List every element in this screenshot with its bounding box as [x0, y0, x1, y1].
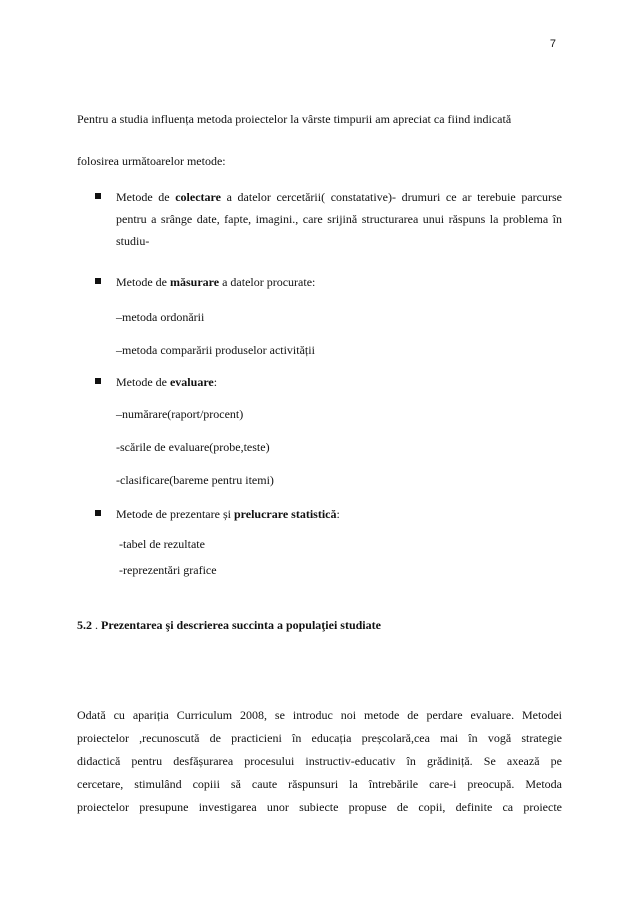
bullet-square-icon	[95, 510, 101, 516]
bullet-text: Metode de evaluare:	[116, 375, 218, 389]
list-item: -reprezentări grafice	[119, 563, 217, 577]
bullet-evaluare	[95, 371, 562, 393]
section-heading: 5.2 . Prezentarea şi descrierea succinta a populaţiei studiate	[77, 618, 381, 632]
bullet-masurare	[95, 271, 562, 293]
bullet-text: Metode de măsurare a datelor procurate:	[116, 275, 316, 289]
page-number: 7	[549, 38, 556, 50]
list-item: –metoda comparării produselor activității	[116, 343, 315, 357]
list-item: -clasificare(bareme pentru itemi)	[116, 473, 274, 487]
bullet-colectare	[95, 186, 562, 252]
bullet-prezentare	[95, 503, 562, 525]
list-item: -tabel de rezultate	[119, 537, 205, 551]
intro-line-2: folosirea următoarelor metode:	[77, 154, 226, 168]
body-line-1: Odată cu apariția Curriculum 2008, se introduc noi metode de perdare evaluare. Metodei	[77, 708, 562, 722]
bullet-square-icon	[95, 278, 101, 284]
bullet-text: Metode de prezentare și prelucrare statistică:	[116, 507, 340, 521]
list-item: -scările de evaluare(probe,teste)	[116, 440, 270, 454]
list-item: –numărare(raport/procent)	[116, 407, 244, 421]
bullet-square-icon	[95, 193, 101, 199]
bullet-text: Metode de colectare a datelor cercetării( constatative)- drumuri ce ar terebuie parcurse pentru a srânge date, fapte, imagini., care srijină structurarea unui răspuns la problema în studiu-	[116, 190, 563, 248]
body-line-2: proiectelor ,recunoscută de practicieni în educația preșcolară,cea mai în vogă strategie	[77, 731, 562, 745]
bullet-square-icon	[95, 378, 101, 384]
list-item: –metoda ordonării	[116, 310, 205, 324]
body-line-5: proiectelor presupune investigarea unor subiecte propuse de copii, definite ca proiecte	[77, 800, 562, 814]
body-line-4: cercetare, stimulând copiii să caute răspunsuri la întrebările care-i preocupă. Metoda	[77, 777, 562, 791]
intro-line-1: Pentru a studia influența metoda proiectelor la vârste timpurii am apreciat ca fiind indicată	[77, 112, 512, 126]
body-line-3: didactică pentru desfășurarea procesului instructiv-educativ în grădiniță. Se axează pe	[77, 754, 562, 768]
